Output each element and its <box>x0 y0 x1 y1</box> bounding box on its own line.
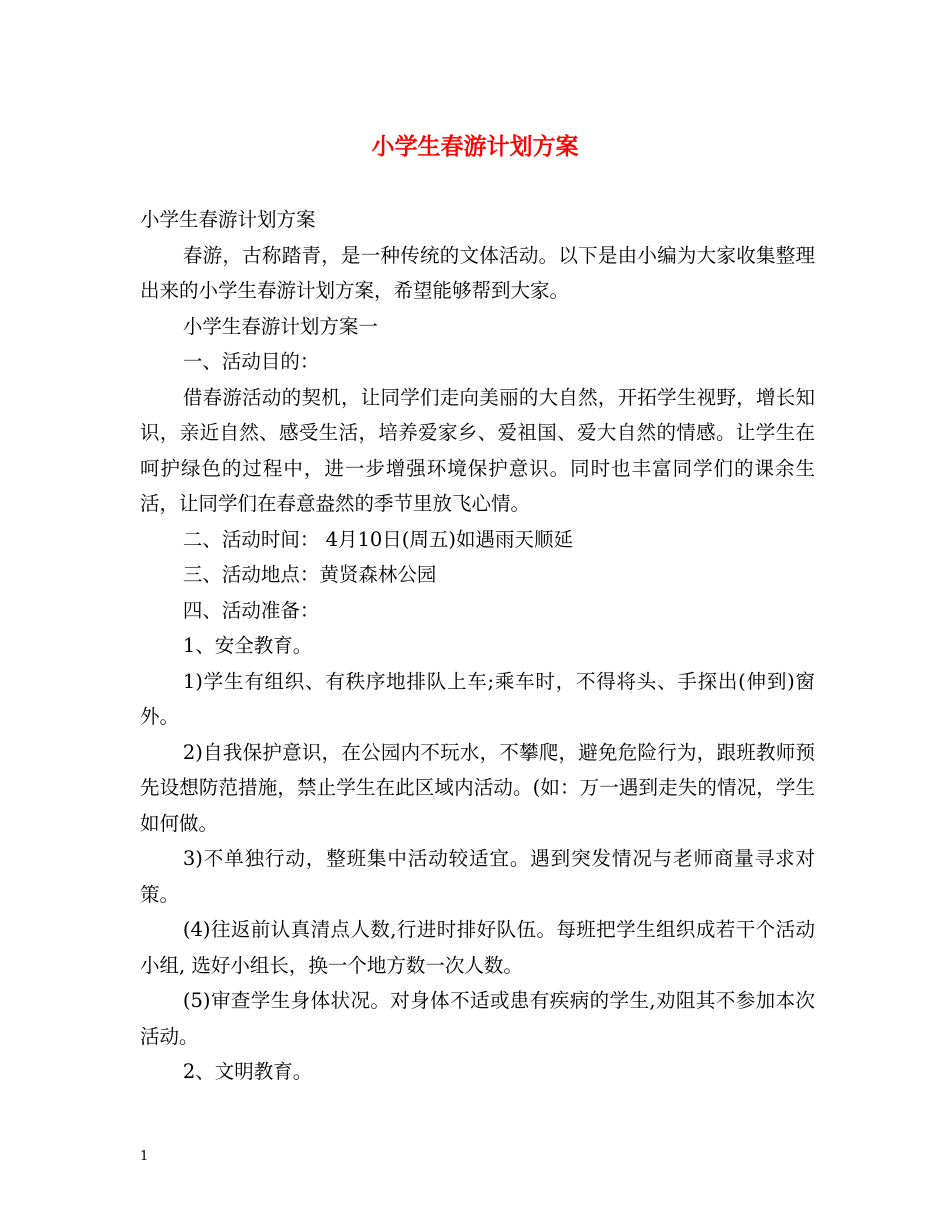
body-paragraph: 春游，古称踏青，是一种传统的文体活动。以下是由小编为大家收集整理出来的小学生春游计划方案，希望能够帮到大家。 <box>140 243 815 302</box>
body-paragraph: 借春游活动的契机，让同学们走向美丽的大自然，开拓学生视野，增长知识，亲近自然、感受生活，培养爱家乡、爱祖国、爱大自然的情感。让学生在呵护绿色的过程中，进一步增强环境保护意识。同时也丰富同学们的课余生活，让同学们在春意盎然的季节里放飞心情。 <box>140 385 815 515</box>
document-title: 小学生春游计划方案 <box>371 133 579 160</box>
body-paragraph: 3)不单独行动，整班集中活动较适宜。遇到突发情况与老师商量寻求对策。 <box>140 847 815 906</box>
section-heading: 小学生春游计划方案一 <box>182 314 378 338</box>
section-heading: 2、文明教育。 <box>182 1060 313 1083</box>
body-paragraph: 三、活动地点：黄贤森林公园 <box>182 563 437 586</box>
section-heading: 一、活动目的： <box>182 350 320 373</box>
body-paragraph: 2)自我保护意识，在公园内不玩水，不攀爬，避免危险行为，跟班教师预先设想防范措施，禁止学生在此区域内活动。(如：万一遇到走失的情况，学生如何做。 <box>140 740 815 835</box>
body-paragraph: 小学生春游计划方案 <box>140 208 316 231</box>
section-heading: 四、活动准备： <box>182 598 320 622</box>
body-paragraph: (4)往返前认真清点人数,行进时排好队伍。每班把学生组织成若干个活动小组, 选好小组长，换一个地方数一次人数。 <box>140 918 815 977</box>
body-paragraph: (5)审查学生身体状况。对身体不适或患有疾病的学生,劝阻其不参加本次活动。 <box>140 989 815 1048</box>
document-body <box>140 202 815 1090</box>
body-paragraph: 1)学生有组织、有秩序地排队上车;乘车时，不得将头、手探出(伸到)窗外。 <box>140 669 815 728</box>
page-number: 1 <box>140 1149 149 1164</box>
section-heading: 1、安全教育。 <box>182 634 313 657</box>
body-paragraph: 二、活动时间： 4月10日(周五)如遇雨天顺延 <box>182 527 574 551</box>
